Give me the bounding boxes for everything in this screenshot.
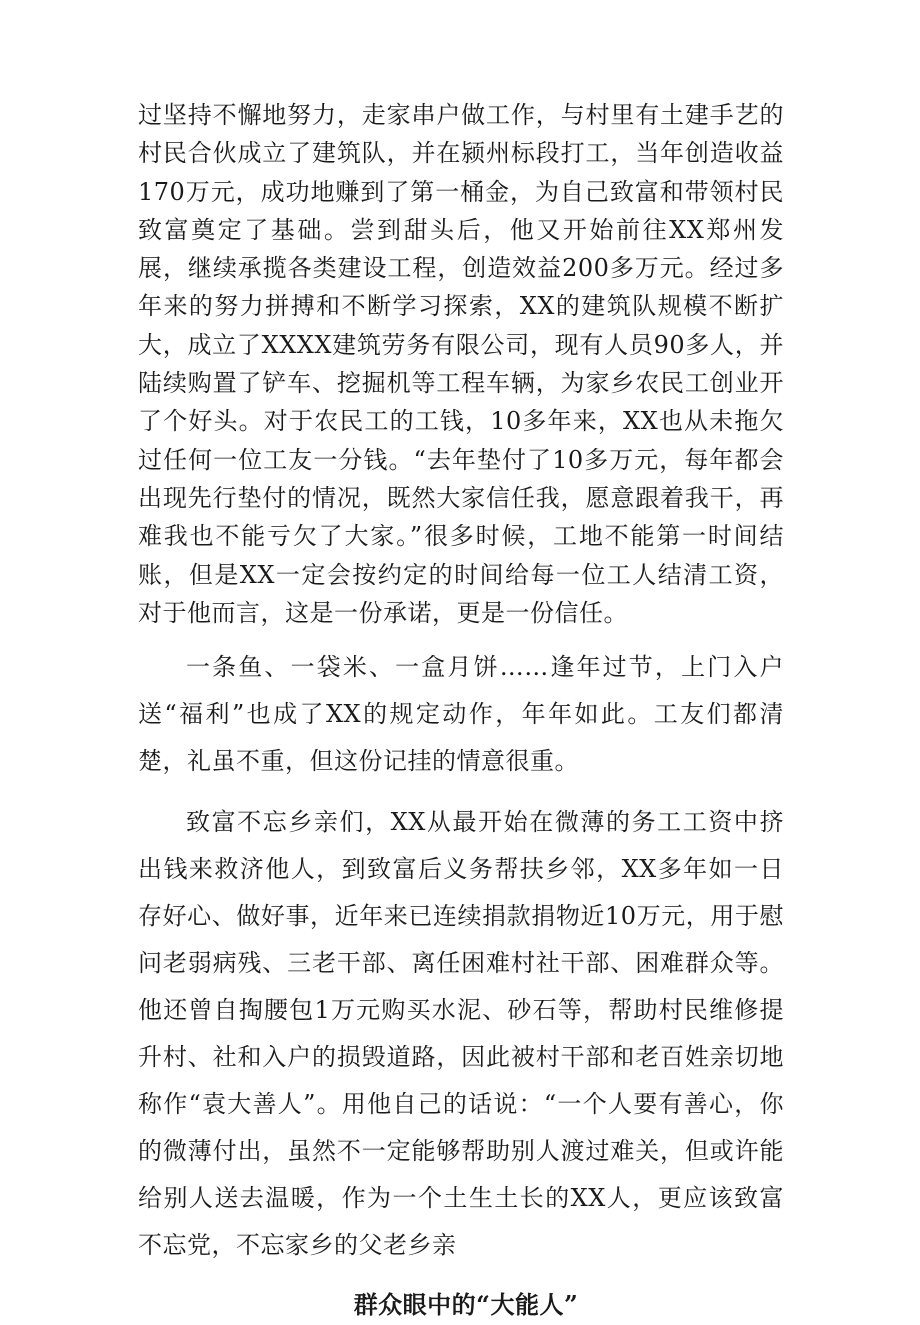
paragraph-1: 过坚持不懈地努力，走家串户做工作，与村里有土建手艺的村民合伙成立了建筑队，并在颍州标段打工，当年创造收益170万元，成功地赚到了第一桶金，为自己致富和带领村民致富奠定了基础。尝到甜头后，他又开始前往XX郑州发展，继续承揽各类建设工程，创造效益200多万元。经过多年来的努力拼搏和不断学习探索，XX的建筑队规模不断扩大，成立了XXXX建筑劳务有限公司，现有人员90多人，并陆续购置了铲车、挖掘机等工程车辆，为家乡农民工创业开了个好头。对于农民工的工钱，10多年来，XX也从未拖欠过任何一位工友一分钱。“去年垫付了10多万元，每年都会出现先行垫付的情况，既然大家信任我，愿意跟着我干，再难我也不能亏欠了大家。”很多时候，工地不能第一时间结账，但是XX一定会按约定的时间给每一位工人结清工资，对于他而言，这是一份承诺，更是一份信任。 [138,101,784,627]
paragraph-3: 致富不忘乡亲们，XX从最开始在微薄的务工工资中挤出钱来救济他人，到致富后义务帮扶乡邻，XX多年如一日存好心、做好事，近年来已连续捐款捐物近10万元，用于慰问老弱病残、三老干部、离任困难村社干部、困难群众等。他还曾自掏腰包1万元购买水泥、砂石等，帮助村民维修提升村、社和入户的损毁道路，因此被村干部和老百姓亲切地称作“袁大善人”。用他自己的话说：“一个人要有善心，你的微薄付出，虽然不一定能够帮助别人渡过难关，但或许能给别人送去温暖，作为一个土生土长的XX人，更应该致富不忘党，不忘家乡的父老乡亲 [138,808,784,1260]
document-page [138,96,784,1325]
paragraph-2: 一条鱼、一袋米、一盒月饼……逢年过节，上门入户送“福利”也成了XX的规定动作，年年如此。工友们都清楚，礼虽不重，但这份记挂的情意很重。 [138,653,784,776]
section-heading: 群众眼中的“大能人” [353,1290,579,1320]
